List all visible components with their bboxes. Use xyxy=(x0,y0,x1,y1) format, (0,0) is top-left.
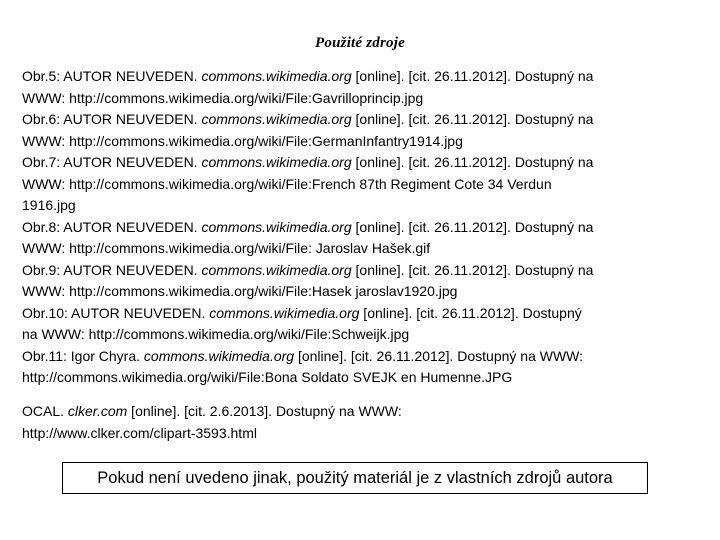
reference-url: WWW: http://commons.wikimedia.org/wiki/File:Gavrilloprincip.jpg xyxy=(22,89,424,106)
reference-source: commons.wikimedia.org xyxy=(143,347,295,364)
reference-citation: [online]. [cit. 26.11.2012]. Dostupný na xyxy=(351,111,594,127)
reference-source: commons.wikimedia.org xyxy=(201,218,352,235)
reference-item xyxy=(22,260,700,303)
reference-url: WWW: http://commons.wikimedia.org/wiki/File:Hasek jaroslav1920.jpg xyxy=(22,283,458,299)
reference-prefix: Obr.11: Igor Chyra. xyxy=(22,347,144,364)
reference-url: WWW: http://commons.wikimedia.org/wiki/File:French 87th Regiment Cote 34 Verdun xyxy=(22,175,552,192)
reference-citation: [online]. [cit. 26.11.2012]. Dostupný na WWW: xyxy=(294,347,584,364)
reference-url-continued: 1916.jpg xyxy=(22,197,76,213)
reference-line xyxy=(22,303,700,325)
reference-line xyxy=(22,346,700,368)
reference-url: WWW: http://commons.wikimedia.org/wiki/File:GermanInfantry1914.jpg xyxy=(22,132,463,149)
reference-item xyxy=(22,303,700,346)
reference-url: http://www.clker.com/clipart-3593.html xyxy=(22,424,257,441)
reference-citation: [online]. [cit. 26.11.2012]. Dostupný na xyxy=(351,261,594,278)
reference-prefix: Obr.7: AUTOR NEUVEDEN. xyxy=(22,154,202,170)
reference-prefix: Obr.5: AUTOR NEUVEDEN. xyxy=(22,68,202,84)
reference-prefix: Obr.9: AUTOR NEUVEDEN. xyxy=(22,261,202,278)
reference-line xyxy=(22,217,700,239)
reference-line xyxy=(22,109,700,131)
reference-item xyxy=(22,152,700,217)
page-title: Použité zdroje xyxy=(315,35,405,51)
reference-line xyxy=(22,260,700,282)
reference-citation: [online]. [cit. 26.11.2012]. Dostupný na xyxy=(351,218,594,235)
reference-prefix: Obr.10: AUTOR NEUVEDEN. xyxy=(22,304,210,321)
reference-prefix: Obr.6: AUTOR NEUVEDEN. xyxy=(22,111,202,127)
reference-citation: [online]. [cit. 2.6.2013]. Dostupný na WWW: xyxy=(127,403,402,419)
reference-source: commons.wikimedia.org xyxy=(201,154,352,170)
reference-url: na WWW: http://commons.wikimedia.org/wiki/File:Schweijk.jpg xyxy=(22,326,410,342)
reference-source: commons.wikimedia.org xyxy=(201,261,352,278)
reference-item xyxy=(22,217,700,260)
reference-line xyxy=(22,66,700,88)
reference-item xyxy=(22,66,700,109)
reference-source: commons.wikimedia.org xyxy=(201,68,352,84)
reference-source: commons.wikimedia.org xyxy=(209,304,360,321)
references-list xyxy=(22,66,700,389)
reference-prefix: Obr.8: AUTOR NEUVEDEN. xyxy=(22,218,202,235)
reference-item xyxy=(22,109,700,152)
reference-source: commons.wikimedia.org xyxy=(201,111,352,127)
reference-source: clker.com xyxy=(67,403,128,419)
reference-citation: [online]. [cit. 26.11.2012]. Dostupný na xyxy=(351,154,594,170)
reference-line xyxy=(22,401,700,423)
reference-line xyxy=(22,152,700,174)
reference-prefix: OCAL. xyxy=(22,403,68,419)
reference-item xyxy=(22,346,700,389)
ocal-reference xyxy=(22,401,700,444)
footer-note: Pokud není uvedeno jinak, použitý materiál je z vlastních zdrojů autora xyxy=(62,462,648,494)
reference-citation: [online]. [cit. 26.11.2012]. Dostupný xyxy=(359,304,582,321)
reference-url: http://commons.wikimedia.org/wiki/File:Bona Soldato SVEJK en Humenne.JPG xyxy=(22,369,513,385)
reference-url: WWW: http://commons.wikimedia.org/wiki/File: Jaroslav Hašek.gif xyxy=(22,240,431,256)
reference-citation: [online]. [cit. 26.11.2012]. Dostupný na xyxy=(351,68,594,84)
